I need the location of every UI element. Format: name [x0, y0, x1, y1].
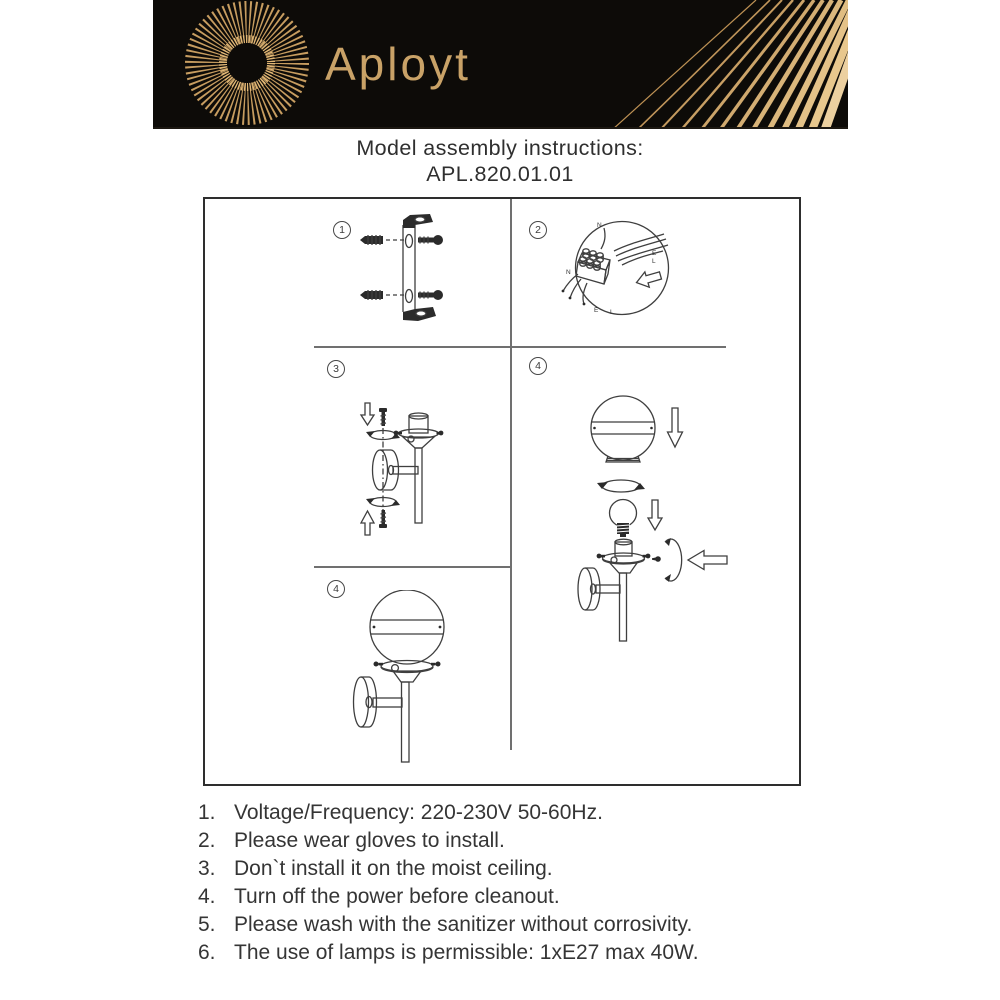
wall-anchor-icon: [360, 235, 404, 300]
list-item: [198, 827, 858, 855]
instruction-list: [198, 799, 858, 967]
item-text: Turn off the power before cleanout.: [234, 885, 560, 908]
screw-icon: [418, 235, 443, 300]
item-number: 2.: [198, 829, 216, 852]
wire-label-e: E: [652, 250, 657, 257]
list-item: [198, 855, 858, 883]
step-1-number: 1: [333, 221, 351, 239]
item-number: 6.: [198, 941, 216, 964]
step-5-number: 4: [327, 580, 345, 598]
title-block: [0, 135, 1000, 187]
list-item: [198, 883, 858, 911]
divider-horizontal-2: [314, 566, 511, 568]
item-text: Please wear gloves to install.: [234, 829, 505, 852]
step-4-number: 4: [529, 357, 547, 375]
step-5-drawing-assembled-lamp-icon: [345, 590, 475, 768]
item-text: Please wash with the sanitizer without corrosivity.: [234, 913, 693, 936]
item-text: Voltage/Frequency: 220-230V 50-60Hz.: [234, 801, 603, 824]
arrow-down-icon: [648, 500, 662, 530]
wire-label-l2: L: [610, 309, 614, 316]
arrow-down-icon: [668, 408, 683, 447]
step-1-drawing-bracket-icon: [352, 212, 452, 334]
banner-art: [153, 0, 848, 127]
divider-vertical: [510, 199, 512, 750]
brand-banner: [153, 0, 848, 129]
step-3-drawing-arm-mount-icon: [350, 398, 462, 540]
model-number: APL.820.01.01: [426, 162, 574, 186]
arrow-left-icon: [688, 551, 727, 570]
list-item: [198, 939, 858, 967]
page-title: Model assembly instructions:: [356, 136, 644, 160]
item-text: The use of lamps is permissible: 1xE27 max 40W.: [234, 941, 699, 964]
item-number: 5.: [198, 913, 216, 936]
arrow-up-icon: [361, 511, 374, 535]
sunburst-logo-icon: [206, 22, 288, 104]
brand-name: Aployt: [325, 38, 471, 90]
wire-label-e2: E: [594, 307, 599, 314]
item-text: Don`t install it on the moist ceiling.: [234, 857, 553, 880]
step-2-number: 2: [529, 221, 547, 239]
arrow-left-icon: [634, 268, 662, 290]
item-number: 4.: [198, 885, 216, 908]
step-3-number: 3: [327, 360, 345, 378]
wire-label-l: L: [652, 258, 656, 265]
step-2-drawing-wiring-icon: [560, 212, 740, 330]
step-4-drawing-globe-install-icon: [570, 392, 738, 644]
corner-rays-icon: [612, 0, 848, 127]
wire-label-n: N: [597, 222, 602, 229]
divider-horizontal-1: [314, 346, 726, 348]
item-number: 1.: [198, 801, 216, 824]
item-number: 3.: [198, 857, 216, 880]
rotate-arrow-icon: [665, 539, 682, 581]
list-item: [198, 911, 858, 939]
wire-label-n2: N: [566, 269, 571, 276]
arrow-down-icon: [361, 403, 374, 425]
list-item: [198, 799, 858, 827]
